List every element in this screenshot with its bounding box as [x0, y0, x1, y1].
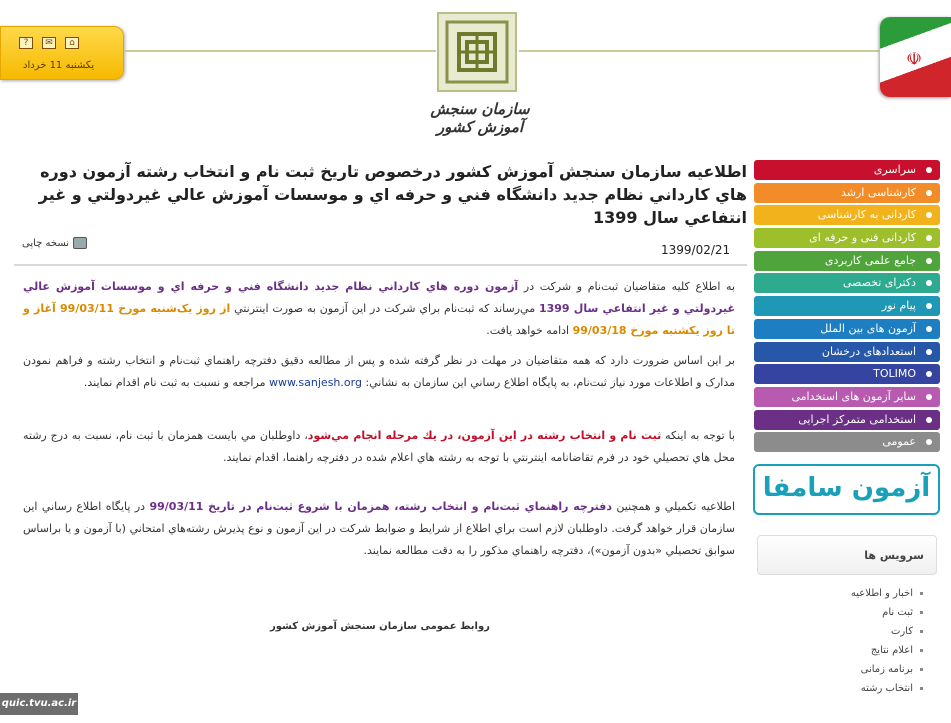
- paragraph-4: اطلاعيه تکميلي و همچنين دفترچه راهنماي ثبت‌نام و انتخاب رشته، همزمان با شروع ثبت‌نام در تاريخ 99/03/11 در پايگاه اطلاع رساني اين سازمان قرار خواهد گرفت. داوطلبان لازم است براي اطلاع از شرايط و ضوابط شرکت در اين آزمون و نوع پذيرش رشته‌هاي امتحاني (با آزمون و يا براساس سوابق تحصيلي «بدون آزمون»)، دفترچه راهنماي مذکور را به دقت مطالعه نمايند.: [23, 500, 735, 557]
- menu-item-label: سایر آزمون های استخدامی: [791, 389, 916, 403]
- menu-item[interactable]: [754, 387, 940, 407]
- article-title: اطلاعيه سازمان سنجش آموزش کشور درخصوص تاريخ ثبت نام و انتخاب رشته آزمون دوره هاي کارداني نظام جديد دانشگاه فني و حرفه اي و موسسات آموزش عالي غيردولتي و غير انتفاعي سال 1399: [38, 162, 747, 227]
- service-item[interactable]: ثبت نام: [757, 603, 937, 622]
- home-icon[interactable]: ⌂: [65, 37, 79, 49]
- menu-item[interactable]: [754, 432, 940, 452]
- bullet-icon: [926, 439, 932, 445]
- menu-item[interactable]: [754, 410, 940, 430]
- title-divider: [14, 264, 747, 266]
- menu-item-label: کاردانی فنی و حرفه ای: [809, 231, 916, 245]
- menu-item-label: دکترای تخصصی: [842, 276, 916, 290]
- bullet-icon: [926, 394, 932, 400]
- menu-item[interactable]: [754, 296, 940, 316]
- bullet-icon: [926, 167, 932, 173]
- menu-item-label: آزمون های بین الملل: [820, 321, 916, 335]
- menu-item-label: جامع علمی کاربردی: [824, 253, 916, 267]
- page-header: [0, 0, 951, 150]
- current-date: يکشنبه 11 خرداد: [23, 60, 95, 71]
- menu-item-label: TOLIMO: [873, 367, 916, 381]
- emblem-icon: ☫: [906, 49, 923, 70]
- print-link[interactable]: [22, 237, 87, 249]
- quick-links-box: [0, 26, 124, 80]
- paragraph-3: با توجه به اينکه ثبت نام و انتخاب رشته در اين آزمون، در يك مرحله انجام مي‌شود، داوطلبان مي بايست همزمان با ثبت نام، نسبت به درج رشته محل هاي تحصيلي خود در فرم تقاضانامه اينترنتي با توجه به رشته هاي اعلام شده در دفترچه راهنما، اقدام نمايند.: [23, 429, 735, 464]
- service-item[interactable]: اخبار و اطلاعیه: [757, 584, 937, 603]
- bullet-icon: [926, 212, 932, 218]
- iran-flag: [880, 17, 951, 97]
- bullet-icon: [926, 326, 932, 332]
- help-icon[interactable]: ?: [19, 37, 33, 49]
- menu-item[interactable]: [754, 205, 940, 225]
- header-divider-left: [124, 50, 436, 52]
- bullet-icon: [926, 190, 932, 196]
- menu-item[interactable]: [754, 273, 940, 293]
- bullet-icon: [926, 349, 932, 355]
- print-label: نسخه چاپی: [22, 237, 70, 249]
- service-item[interactable]: برنامه زمانی: [757, 660, 937, 679]
- bullet-icon: [926, 371, 932, 377]
- menu-item-label: استعدادهای درخشان: [821, 344, 916, 358]
- service-item[interactable]: کارت: [757, 622, 937, 641]
- bullet-icon: [926, 280, 932, 286]
- header-divider-right: [519, 50, 879, 52]
- menu-item-label: پیام نور: [881, 299, 916, 313]
- bullet-icon: [926, 417, 932, 423]
- bullet-icon: [926, 235, 932, 241]
- menu-item-label: کارشناسی ارشد: [840, 185, 916, 199]
- article-signature: روابط عمومی سازمان سنجش آموزش کشور: [270, 621, 490, 632]
- menu-item[interactable]: [754, 183, 940, 203]
- news-article: [14, 150, 747, 723]
- paragraph-2: بر اين اساس ضرورت دارد که همه متقاضيان در مهلت در نظر گرفته شده و پس از مطالعه دقيق دفترچه راهنماي ثبت‌نام و انتخاب رشته و فراهم نمودن مدارک و اطلاعات مورد نياز ثبت‌نام، به پايگاه اطلاع رساني اين سازمان به نشاني: www.sanjesh.org مراجعه و نسبت به ثبت نام اقدام نمايند.: [23, 354, 735, 389]
- service-item[interactable]: اعلام نتایج: [757, 641, 937, 660]
- menu-item[interactable]: [754, 251, 940, 271]
- menu-item[interactable]: [754, 364, 940, 384]
- exam-menu: [754, 160, 940, 455]
- mail-icon[interactable]: ✉: [42, 37, 56, 49]
- menu-item[interactable]: [754, 342, 940, 362]
- sanjesh-logo[interactable]: [437, 12, 517, 92]
- sanjesh-link[interactable]: www.sanjesh.org: [268, 376, 362, 389]
- publish-date: 1399/02/21: [661, 243, 731, 257]
- logo-text: سازمان سنجش آموزش کشور: [430, 100, 530, 136]
- bullet-icon: [926, 258, 932, 264]
- menu-item[interactable]: [754, 319, 940, 339]
- site-watermark: quic.tvu.ac.ir: [0, 693, 78, 715]
- menu-item[interactable]: [754, 160, 940, 180]
- menu-item-label: کاردانی به کارشناسی: [817, 208, 916, 222]
- service-item[interactable]: انتخاب رشته: [757, 679, 937, 698]
- paragraph-1: به اطلاع کليه متقاضيان ثبت‌نام و شرکت در آزمون دوره هاي کارداني نظام جديد دانشگاه فني و حرفه اي و موسسات آموزش عالي غيردولتي و غير انتفاعي سال 1399 مي‌رساند که ثبت‌نام براي شرکت در اين آزمون به صورت اينترنتي از روز يک‌شنبه مورخ 99/03/11 آغاز و تا روز يکشنبه مورخ 99/03/18 ادامه خواهد يافت.: [23, 280, 735, 337]
- services-header: سرويس ها: [757, 535, 937, 575]
- menu-item-label: عمومی: [882, 435, 916, 449]
- menu-item[interactable]: [754, 228, 940, 248]
- samfa-banner[interactable]: آزمون سامفا: [753, 464, 940, 515]
- services-list: [757, 584, 937, 698]
- printer-icon: [73, 237, 87, 249]
- menu-item-label: سراسری: [873, 163, 916, 176]
- menu-item-label: استخدامی متمرکز اجرایی: [798, 412, 916, 426]
- bullet-icon: [926, 303, 932, 309]
